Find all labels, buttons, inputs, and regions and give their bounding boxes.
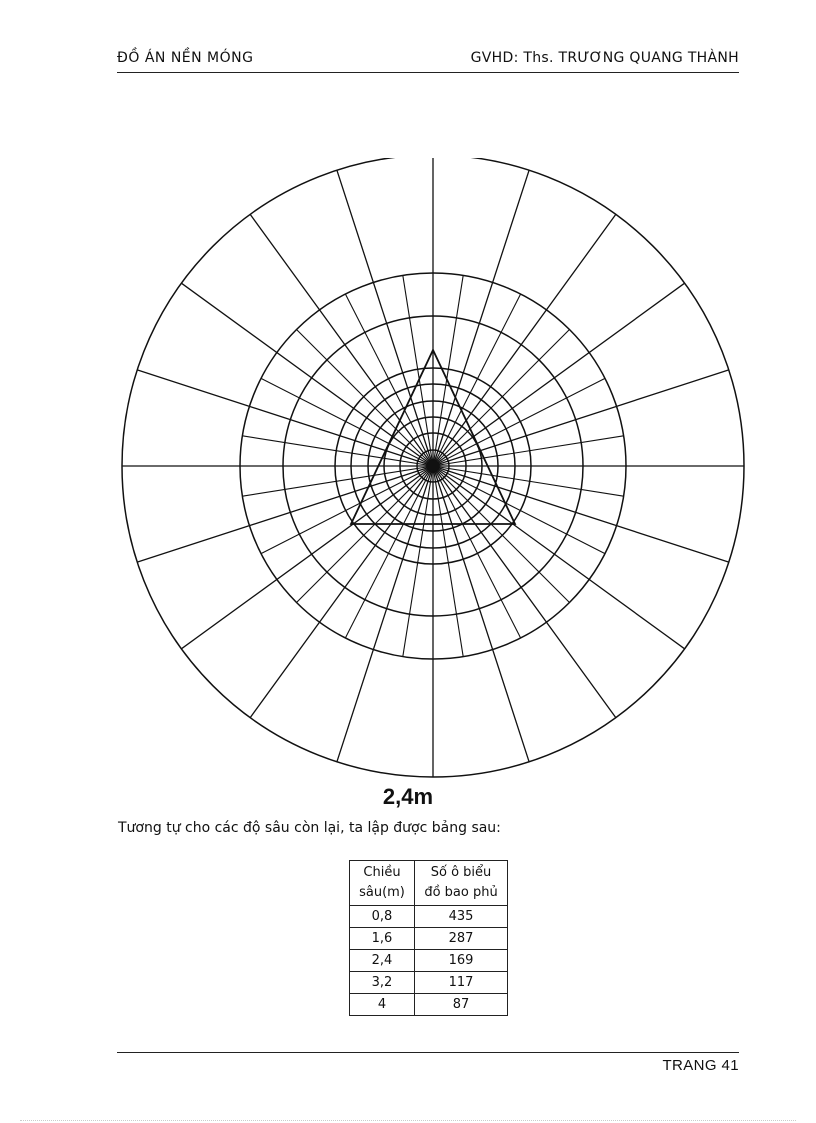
chart-radial-line	[181, 283, 433, 466]
chart-subdivision-line	[433, 330, 569, 466]
table-row	[350, 994, 508, 1016]
cell-count-cell: 435	[415, 906, 508, 928]
chart-caption: 2,4m	[382, 784, 434, 809]
header-title: ĐỒ ÁN NỀN MÓNG	[117, 50, 254, 66]
cell-count-cell: 169	[415, 950, 508, 972]
footer-divider	[117, 1052, 739, 1053]
depth-table	[349, 860, 508, 1016]
cell-count-column-header	[415, 861, 508, 906]
chart-radial-line	[433, 466, 685, 649]
depth-cell: 1,6	[350, 928, 415, 950]
chart-radial-line	[433, 283, 685, 466]
chart-radial-line	[250, 466, 433, 718]
depth-cell: 4	[350, 994, 415, 1016]
chart-radial-line	[250, 214, 433, 466]
depth-column-header	[350, 861, 415, 906]
chart-radial-line	[181, 466, 433, 649]
table-header-row	[350, 861, 508, 906]
header-line: Chiều	[363, 865, 401, 880]
page-header	[117, 48, 739, 73]
chart-radial-line	[433, 214, 616, 466]
table-row	[350, 906, 508, 928]
page-number: TRANG 41	[662, 1057, 739, 1074]
depth-cell: 3,2	[350, 972, 415, 994]
cell-count-cell: 87	[415, 994, 508, 1016]
header-line: Số ô biểu	[430, 865, 492, 880]
table-row	[350, 950, 508, 972]
depth-cell: 2,4	[350, 950, 415, 972]
chart-subdivision-line	[297, 466, 433, 602]
page-edge-divider	[20, 1120, 796, 1121]
header-supervisor: GVHD: Ths. TRƯƠNG QUANG THÀNH	[470, 50, 739, 66]
chart-subdivision-line	[433, 466, 569, 602]
chart-center-point	[427, 460, 439, 472]
header-line: sâu(m)	[359, 885, 405, 900]
influence-chart	[120, 158, 746, 784]
cell-count-cell: 117	[415, 972, 508, 994]
intro-text: Tương tự cho các độ sâu còn lại, ta lập được bảng sau:	[118, 820, 501, 836]
header-line: đồ bao phủ	[424, 885, 498, 900]
chart-subdivision-line	[297, 330, 433, 466]
cell-count-cell: 287	[415, 928, 508, 950]
chart-radial-line	[433, 466, 616, 718]
table-row	[350, 928, 508, 950]
table-row	[350, 972, 508, 994]
depth-cell: 0,8	[350, 906, 415, 928]
